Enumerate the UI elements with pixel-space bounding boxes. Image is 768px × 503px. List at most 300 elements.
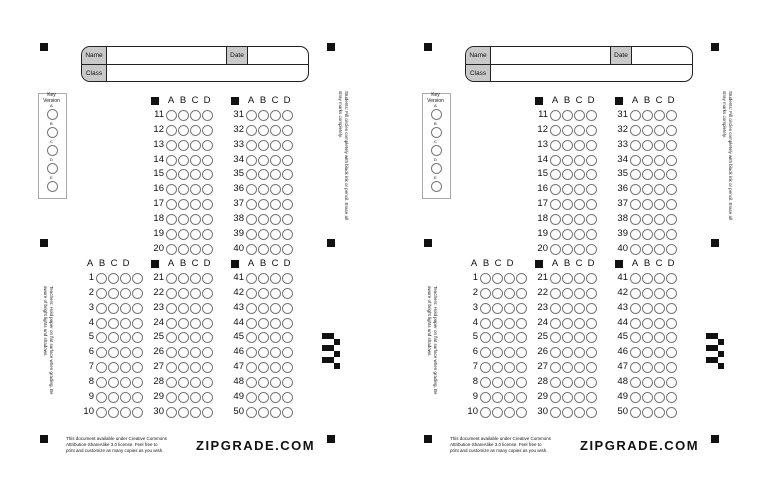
key-version-bubble[interactable]: [431, 109, 442, 120]
answer-bubble[interactable]: [630, 362, 641, 373]
answer-bubble[interactable]: [480, 332, 491, 343]
answer-bubble[interactable]: [246, 377, 257, 388]
answer-bubble[interactable]: [166, 125, 177, 136]
answer-bubble[interactable]: [166, 199, 177, 210]
class-field[interactable]: [492, 65, 690, 82]
answer-bubble[interactable]: [492, 303, 503, 314]
answer-bubble[interactable]: [270, 392, 281, 403]
answer-bubble[interactable]: [246, 140, 257, 151]
name-field[interactable]: [108, 47, 226, 64]
answer-bubble[interactable]: [258, 140, 269, 151]
answer-bubble[interactable]: [492, 318, 503, 329]
answer-bubble[interactable]: [654, 377, 665, 388]
answer-bubble[interactable]: [202, 303, 213, 314]
answer-bubble[interactable]: [562, 199, 573, 210]
name-field[interactable]: [492, 47, 610, 64]
answer-bubble[interactable]: [574, 199, 585, 210]
answer-bubble[interactable]: [178, 155, 189, 166]
answer-bubble[interactable]: [270, 244, 281, 255]
answer-bubble[interactable]: [246, 244, 257, 255]
answer-bubble[interactable]: [630, 184, 641, 195]
answer-bubble[interactable]: [246, 169, 257, 180]
answer-bubble[interactable]: [550, 214, 561, 225]
answer-bubble[interactable]: [666, 110, 677, 121]
answer-bubble[interactable]: [574, 214, 585, 225]
answer-bubble[interactable]: [190, 318, 201, 329]
answer-bubble[interactable]: [202, 214, 213, 225]
answer-bubble[interactable]: [166, 155, 177, 166]
answer-bubble[interactable]: [666, 392, 677, 403]
answer-bubble[interactable]: [246, 332, 257, 343]
answer-bubble[interactable]: [504, 392, 515, 403]
answer-bubble[interactable]: [550, 303, 561, 314]
answer-bubble[interactable]: [202, 244, 213, 255]
answer-bubble[interactable]: [282, 214, 293, 225]
answer-bubble[interactable]: [574, 169, 585, 180]
answer-bubble[interactable]: [492, 362, 503, 373]
answer-bubble[interactable]: [178, 199, 189, 210]
answer-bubble[interactable]: [574, 288, 585, 299]
answer-bubble[interactable]: [166, 244, 177, 255]
answer-bubble[interactable]: [666, 244, 677, 255]
answer-bubble[interactable]: [586, 392, 597, 403]
answer-bubble[interactable]: [202, 318, 213, 329]
answer-bubble[interactable]: [654, 244, 665, 255]
answer-bubble[interactable]: [586, 407, 597, 418]
answer-bubble[interactable]: [282, 288, 293, 299]
answer-bubble[interactable]: [190, 184, 201, 195]
answer-bubble[interactable]: [586, 332, 597, 343]
answer-bubble[interactable]: [202, 273, 213, 284]
answer-bubble[interactable]: [642, 155, 653, 166]
answer-bubble[interactable]: [282, 318, 293, 329]
answer-bubble[interactable]: [108, 392, 119, 403]
answer-bubble[interactable]: [550, 362, 561, 373]
answer-bubble[interactable]: [492, 273, 503, 284]
answer-bubble[interactable]: [550, 184, 561, 195]
answer-bubble[interactable]: [550, 392, 561, 403]
answer-bubble[interactable]: [550, 332, 561, 343]
answer-bubble[interactable]: [282, 244, 293, 255]
answer-bubble[interactable]: [562, 229, 573, 240]
answer-bubble[interactable]: [270, 140, 281, 151]
answer-bubble[interactable]: [586, 214, 597, 225]
answer-bubble[interactable]: [654, 318, 665, 329]
answer-bubble[interactable]: [666, 184, 677, 195]
answer-bubble[interactable]: [504, 407, 515, 418]
answer-bubble[interactable]: [586, 347, 597, 358]
answer-bubble[interactable]: [574, 244, 585, 255]
answer-bubble[interactable]: [190, 155, 201, 166]
answer-bubble[interactable]: [642, 273, 653, 284]
answer-bubble[interactable]: [178, 169, 189, 180]
answer-bubble[interactable]: [258, 318, 269, 329]
answer-bubble[interactable]: [96, 392, 107, 403]
answer-bubble[interactable]: [562, 244, 573, 255]
answer-bubble[interactable]: [630, 303, 641, 314]
answer-bubble[interactable]: [178, 318, 189, 329]
answer-bubble[interactable]: [630, 318, 641, 329]
answer-bubble[interactable]: [562, 110, 573, 121]
answer-bubble[interactable]: [562, 155, 573, 166]
answer-bubble[interactable]: [562, 184, 573, 195]
answer-bubble[interactable]: [550, 407, 561, 418]
answer-bubble[interactable]: [562, 318, 573, 329]
answer-bubble[interactable]: [108, 332, 119, 343]
answer-bubble[interactable]: [258, 377, 269, 388]
answer-bubble[interactable]: [258, 407, 269, 418]
answer-bubble[interactable]: [550, 110, 561, 121]
answer-bubble[interactable]: [550, 244, 561, 255]
answer-bubble[interactable]: [270, 303, 281, 314]
answer-bubble[interactable]: [166, 214, 177, 225]
answer-bubble[interactable]: [96, 377, 107, 388]
answer-bubble[interactable]: [562, 288, 573, 299]
answer-bubble[interactable]: [108, 303, 119, 314]
answer-bubble[interactable]: [586, 229, 597, 240]
answer-bubble[interactable]: [202, 110, 213, 121]
answer-bubble[interactable]: [504, 332, 515, 343]
answer-bubble[interactable]: [562, 332, 573, 343]
key-version-bubble[interactable]: [47, 109, 58, 120]
answer-bubble[interactable]: [630, 125, 641, 136]
answer-bubble[interactable]: [642, 199, 653, 210]
key-version-bubble[interactable]: [431, 145, 442, 156]
answer-bubble[interactable]: [630, 214, 641, 225]
answer-bubble[interactable]: [630, 169, 641, 180]
answer-bubble[interactable]: [258, 214, 269, 225]
answer-bubble[interactable]: [666, 407, 677, 418]
answer-bubble[interactable]: [642, 303, 653, 314]
answer-bubble[interactable]: [166, 273, 177, 284]
answer-bubble[interactable]: [642, 214, 653, 225]
answer-bubble[interactable]: [574, 273, 585, 284]
answer-bubble[interactable]: [96, 288, 107, 299]
answer-bubble[interactable]: [166, 303, 177, 314]
answer-bubble[interactable]: [562, 347, 573, 358]
answer-bubble[interactable]: [480, 362, 491, 373]
answer-bubble[interactable]: [270, 347, 281, 358]
answer-bubble[interactable]: [550, 288, 561, 299]
answer-bubble[interactable]: [270, 332, 281, 343]
answer-bubble[interactable]: [574, 392, 585, 403]
answer-bubble[interactable]: [190, 288, 201, 299]
answer-bubble[interactable]: [190, 392, 201, 403]
answer-bubble[interactable]: [270, 377, 281, 388]
answer-bubble[interactable]: [666, 332, 677, 343]
answer-bubble[interactable]: [562, 303, 573, 314]
answer-bubble[interactable]: [96, 407, 107, 418]
answer-bubble[interactable]: [202, 229, 213, 240]
answer-bubble[interactable]: [270, 169, 281, 180]
answer-bubble[interactable]: [282, 125, 293, 136]
answer-bubble[interactable]: [480, 407, 491, 418]
answer-bubble[interactable]: [270, 184, 281, 195]
answer-bubble[interactable]: [190, 229, 201, 240]
answer-bubble[interactable]: [202, 347, 213, 358]
answer-bubble[interactable]: [270, 288, 281, 299]
answer-bubble[interactable]: [120, 332, 131, 343]
answer-bubble[interactable]: [550, 377, 561, 388]
answer-bubble[interactable]: [630, 199, 641, 210]
answer-bubble[interactable]: [202, 377, 213, 388]
answer-bubble[interactable]: [178, 407, 189, 418]
answer-bubble[interactable]: [96, 303, 107, 314]
answer-bubble[interactable]: [246, 273, 257, 284]
answer-bubble[interactable]: [246, 155, 257, 166]
answer-bubble[interactable]: [270, 155, 281, 166]
answer-bubble[interactable]: [282, 273, 293, 284]
answer-bubble[interactable]: [642, 392, 653, 403]
answer-bubble[interactable]: [258, 347, 269, 358]
answer-bubble[interactable]: [550, 140, 561, 151]
answer-bubble[interactable]: [666, 288, 677, 299]
answer-bubble[interactable]: [654, 140, 665, 151]
answer-bubble[interactable]: [630, 288, 641, 299]
answer-bubble[interactable]: [166, 347, 177, 358]
answer-bubble[interactable]: [258, 184, 269, 195]
answer-bubble[interactable]: [550, 169, 561, 180]
answer-bubble[interactable]: [654, 199, 665, 210]
answer-bubble[interactable]: [586, 110, 597, 121]
answer-bubble[interactable]: [654, 303, 665, 314]
answer-bubble[interactable]: [654, 392, 665, 403]
answer-bubble[interactable]: [562, 377, 573, 388]
answer-bubble[interactable]: [166, 377, 177, 388]
answer-bubble[interactable]: [492, 347, 503, 358]
answer-bubble[interactable]: [246, 318, 257, 329]
answer-bubble[interactable]: [504, 362, 515, 373]
answer-bubble[interactable]: [654, 229, 665, 240]
answer-bubble[interactable]: [480, 303, 491, 314]
key-version-bubble[interactable]: [47, 163, 58, 174]
answer-bubble[interactable]: [202, 288, 213, 299]
answer-bubble[interactable]: [190, 347, 201, 358]
answer-bubble[interactable]: [178, 377, 189, 388]
answer-bubble[interactable]: [504, 303, 515, 314]
answer-bubble[interactable]: [562, 362, 573, 373]
answer-bubble[interactable]: [654, 288, 665, 299]
answer-bubble[interactable]: [202, 184, 213, 195]
answer-bubble[interactable]: [630, 407, 641, 418]
answer-bubble[interactable]: [166, 332, 177, 343]
answer-bubble[interactable]: [166, 169, 177, 180]
answer-bubble[interactable]: [642, 407, 653, 418]
answer-bubble[interactable]: [166, 362, 177, 373]
key-version-bubble[interactable]: [47, 181, 58, 192]
answer-bubble[interactable]: [654, 273, 665, 284]
answer-bubble[interactable]: [270, 199, 281, 210]
answer-bubble[interactable]: [586, 303, 597, 314]
answer-bubble[interactable]: [190, 332, 201, 343]
answer-bubble[interactable]: [642, 140, 653, 151]
answer-bubble[interactable]: [574, 318, 585, 329]
answer-bubble[interactable]: [166, 288, 177, 299]
answer-bubble[interactable]: [108, 362, 119, 373]
answer-bubble[interactable]: [190, 407, 201, 418]
key-version-bubble[interactable]: [431, 181, 442, 192]
answer-bubble[interactable]: [258, 273, 269, 284]
answer-bubble[interactable]: [492, 392, 503, 403]
answer-bubble[interactable]: [120, 377, 131, 388]
answer-bubble[interactable]: [282, 155, 293, 166]
answer-bubble[interactable]: [282, 199, 293, 210]
answer-bubble[interactable]: [246, 214, 257, 225]
answer-bubble[interactable]: [666, 273, 677, 284]
answer-bubble[interactable]: [574, 125, 585, 136]
answer-bubble[interactable]: [550, 199, 561, 210]
answer-bubble[interactable]: [246, 110, 257, 121]
answer-bubble[interactable]: [246, 229, 257, 240]
answer-bubble[interactable]: [282, 362, 293, 373]
answer-bubble[interactable]: [190, 110, 201, 121]
answer-bubble[interactable]: [480, 273, 491, 284]
answer-bubble[interactable]: [246, 392, 257, 403]
answer-bubble[interactable]: [492, 332, 503, 343]
answer-bubble[interactable]: [258, 229, 269, 240]
answer-bubble[interactable]: [270, 214, 281, 225]
answer-bubble[interactable]: [562, 169, 573, 180]
answer-bubble[interactable]: [166, 392, 177, 403]
answer-bubble[interactable]: [270, 110, 281, 121]
answer-bubble[interactable]: [202, 362, 213, 373]
answer-bubble[interactable]: [550, 347, 561, 358]
answer-bubble[interactable]: [654, 184, 665, 195]
answer-bubble[interactable]: [480, 318, 491, 329]
answer-bubble[interactable]: [96, 273, 107, 284]
answer-bubble[interactable]: [282, 332, 293, 343]
answer-bubble[interactable]: [586, 244, 597, 255]
answer-bubble[interactable]: [178, 110, 189, 121]
answer-bubble[interactable]: [120, 288, 131, 299]
answer-bubble[interactable]: [270, 318, 281, 329]
answer-bubble[interactable]: [120, 362, 131, 373]
answer-bubble[interactable]: [178, 214, 189, 225]
answer-bubble[interactable]: [586, 155, 597, 166]
answer-bubble[interactable]: [630, 155, 641, 166]
answer-bubble[interactable]: [586, 362, 597, 373]
answer-bubble[interactable]: [108, 407, 119, 418]
answer-bubble[interactable]: [642, 377, 653, 388]
answer-bubble[interactable]: [166, 407, 177, 418]
answer-bubble[interactable]: [574, 377, 585, 388]
answer-bubble[interactable]: [246, 199, 257, 210]
answer-bubble[interactable]: [178, 362, 189, 373]
answer-bubble[interactable]: [190, 214, 201, 225]
answer-bubble[interactable]: [642, 169, 653, 180]
answer-bubble[interactable]: [630, 332, 641, 343]
answer-bubble[interactable]: [282, 392, 293, 403]
answer-bubble[interactable]: [246, 407, 257, 418]
answer-bubble[interactable]: [258, 110, 269, 121]
answer-bubble[interactable]: [120, 303, 131, 314]
answer-bubble[interactable]: [666, 347, 677, 358]
answer-bubble[interactable]: [550, 229, 561, 240]
answer-bubble[interactable]: [282, 184, 293, 195]
answer-bubble[interactable]: [270, 362, 281, 373]
answer-bubble[interactable]: [190, 303, 201, 314]
answer-bubble[interactable]: [574, 140, 585, 151]
key-version-bubble[interactable]: [431, 163, 442, 174]
answer-bubble[interactable]: [630, 347, 641, 358]
answer-bubble[interactable]: [574, 303, 585, 314]
answer-bubble[interactable]: [270, 125, 281, 136]
answer-bubble[interactable]: [108, 273, 119, 284]
answer-bubble[interactable]: [654, 125, 665, 136]
answer-bubble[interactable]: [108, 288, 119, 299]
answer-bubble[interactable]: [630, 110, 641, 121]
answer-bubble[interactable]: [574, 407, 585, 418]
answer-bubble[interactable]: [246, 288, 257, 299]
answer-bubble[interactable]: [574, 332, 585, 343]
answer-bubble[interactable]: [654, 110, 665, 121]
answer-bubble[interactable]: [202, 199, 213, 210]
answer-bubble[interactable]: [258, 244, 269, 255]
answer-bubble[interactable]: [654, 362, 665, 373]
answer-bubble[interactable]: [178, 125, 189, 136]
answer-bubble[interactable]: [642, 125, 653, 136]
answer-bubble[interactable]: [642, 244, 653, 255]
answer-bubble[interactable]: [258, 303, 269, 314]
answer-bubble[interactable]: [202, 125, 213, 136]
answer-bubble[interactable]: [258, 125, 269, 136]
answer-bubble[interactable]: [586, 288, 597, 299]
answer-bubble[interactable]: [202, 140, 213, 151]
key-version-bubble[interactable]: [431, 127, 442, 138]
answer-bubble[interactable]: [178, 288, 189, 299]
answer-bubble[interactable]: [586, 169, 597, 180]
answer-bubble[interactable]: [258, 362, 269, 373]
answer-bubble[interactable]: [550, 273, 561, 284]
answer-bubble[interactable]: [586, 125, 597, 136]
answer-bubble[interactable]: [666, 318, 677, 329]
answer-bubble[interactable]: [654, 155, 665, 166]
answer-bubble[interactable]: [480, 392, 491, 403]
answer-bubble[interactable]: [630, 273, 641, 284]
answer-bubble[interactable]: [190, 377, 201, 388]
answer-bubble[interactable]: [202, 155, 213, 166]
answer-bubble[interactable]: [666, 169, 677, 180]
answer-bubble[interactable]: [96, 332, 107, 343]
answer-bubble[interactable]: [666, 125, 677, 136]
answer-bubble[interactable]: [166, 110, 177, 121]
date-field[interactable]: [248, 47, 306, 64]
answer-bubble[interactable]: [120, 347, 131, 358]
answer-bubble[interactable]: [246, 362, 257, 373]
answer-bubble[interactable]: [562, 214, 573, 225]
answer-bubble[interactable]: [282, 303, 293, 314]
answer-bubble[interactable]: [246, 184, 257, 195]
answer-bubble[interactable]: [202, 169, 213, 180]
answer-bubble[interactable]: [666, 229, 677, 240]
answer-bubble[interactable]: [258, 155, 269, 166]
answer-bubble[interactable]: [190, 199, 201, 210]
answer-bubble[interactable]: [630, 244, 641, 255]
answer-bubble[interactable]: [586, 377, 597, 388]
answer-bubble[interactable]: [550, 155, 561, 166]
answer-bubble[interactable]: [282, 407, 293, 418]
answer-bubble[interactable]: [666, 199, 677, 210]
answer-bubble[interactable]: [562, 407, 573, 418]
answer-bubble[interactable]: [630, 377, 641, 388]
answer-bubble[interactable]: [282, 110, 293, 121]
answer-bubble[interactable]: [666, 214, 677, 225]
answer-bubble[interactable]: [642, 184, 653, 195]
date-field[interactable]: [632, 47, 690, 64]
answer-bubble[interactable]: [190, 125, 201, 136]
answer-bubble[interactable]: [178, 303, 189, 314]
answer-bubble[interactable]: [586, 199, 597, 210]
